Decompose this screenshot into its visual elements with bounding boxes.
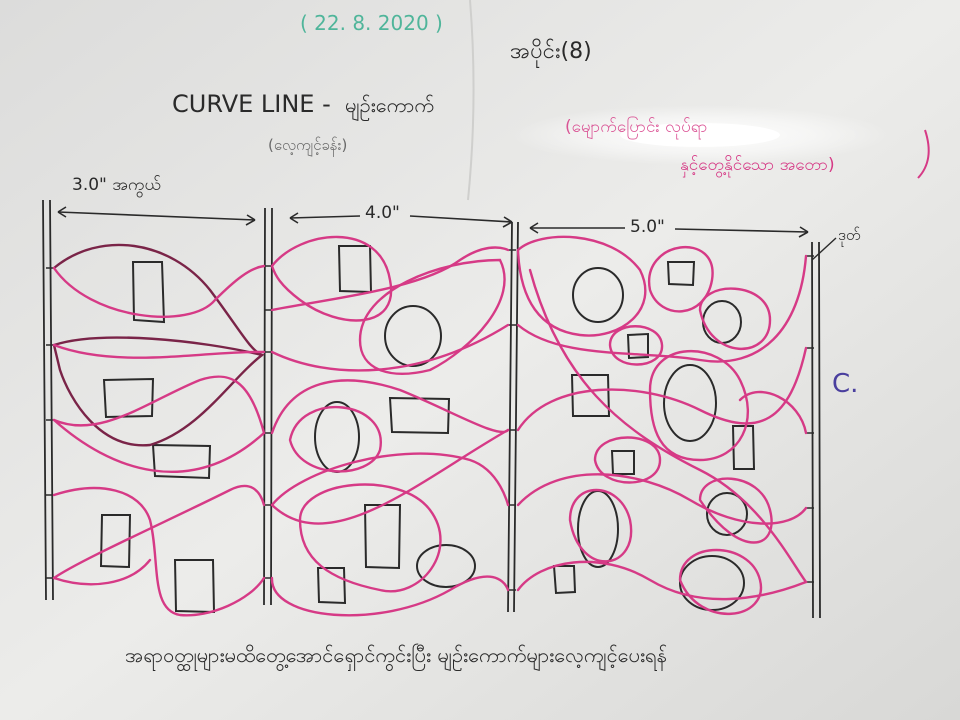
width-label-2: 4.0": [365, 203, 400, 223]
note-pink-line2: နှင့်တွေ့နိုင်သော အတော): [680, 155, 835, 175]
instruction-text: အရာဝတ္ထုများမထိတွေ့အောင်ရှောင်ကွင်းပြီး မျဉ်းကောက်များလေ့ကျင့်ပေးရန်: [125, 643, 667, 667]
exercise-label: C.: [832, 369, 859, 399]
title-burmese: မျဉ်းကောက်: [345, 93, 434, 117]
width-label-1: 3.0" အကွယ်: [72, 175, 162, 195]
note-pink-line1: (မျောက်ပြောင်း လုပ်ရာ: [565, 117, 708, 137]
lesson-text: အပိုင်း(8): [510, 39, 592, 64]
width-label-3: 5.0": [630, 217, 665, 237]
title-label: CURVE LINE -: [172, 90, 331, 118]
point-label: ဒုတ်: [838, 226, 861, 244]
note-grey: (လေ့ကျင့်ခန်း): [268, 136, 348, 154]
date-text: ( 22. 8. 2020 ): [300, 11, 443, 35]
